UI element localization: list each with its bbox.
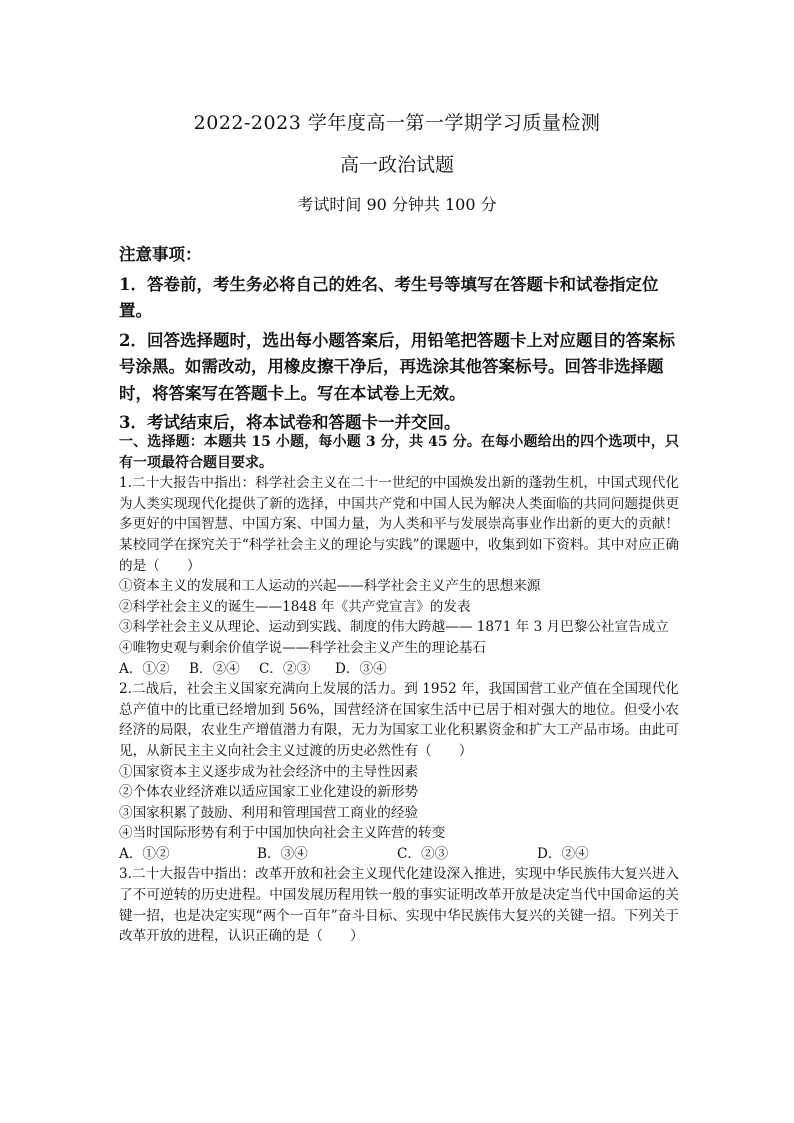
question-item: ③科学社会主义从理论、运动到实践、制度的伟大跨越—— 1871 年 3 月巴黎公社宣告成立 xyxy=(119,619,669,636)
notice-heading: 注意事项： xyxy=(119,245,202,264)
option-c: C．②③ xyxy=(397,845,449,862)
question-stem: 1.二十大报告中指出：科学社会主义在二十一世纪的中国焕发出新的蓬勃生机，中国式现代化为人类实现现代化提供了新的选择，中国共产党和中国人民为解决人类面临的共同问题提供更多更好的中国智慧、中国方案、中国力量，为人类和平与发展崇高事业作出新的更大的贡献！某校同学在探究关于“科学社会主义的理论与实践”的课题中，收集到如下资料。其中对应正确的是（ ） xyxy=(119,475,679,574)
notice-item: 2．回答选择题时，选出每小题答案后，用铅笔把答题卡上对应题目的答案标号涂黑。如需改动，用橡皮擦干净后，再选涂其他答案标号。回答非选择题时，将答案写在答题卡上。写在本试卷上无效。 xyxy=(119,330,675,403)
question-item: ③国家积累了鼓励、利用和管理国营工商业的经验 xyxy=(119,804,419,821)
question-stem: 2.二战后，社会主义国家充满向上发展的活力。到 1952 年，我国国营工业产值在全国现代化总产值中的比重已经增加到 56%，国营经济在国家生活中已居于相对强大的地位。但受小农经济的局限，农业生产增值潜力有限，无力为国家工业化积累资金和扩大工产品市场。由此可见，从新民主主义向社会主义过渡的历史必然性有（ ） xyxy=(119,681,679,759)
notice-item: 1．答卷前，考生务必将自己的姓名、考生号等填写在答题卡和试卷指定位置。 xyxy=(119,274,659,320)
question-stem: 3.二十大报告中指出：改革开放和社会主义现代化建设深入推进，实现中华民族伟大复兴进入了不可逆转的历史进程。中国发展历程用铁一般的事实证明改革开放是决定当代中国命运的关键一招，也是决定实现“两个一百年”奋斗目标、实现中华民族伟大复兴的关键一招。下列关于改革开放的进程，认识正确的是（ ） xyxy=(119,866,679,945)
section-heading: 一、选择题：本题共 15 小题，每小题 3 分，共 45 分。在每小题给出的四个选项中，只有一项最符合题目要求。 xyxy=(119,434,679,471)
question-item: ②个体农业经济难以适应国家工业化建设的新形势 xyxy=(119,784,419,801)
question-item: ④当时国际形势有利于中国加快向社会主义阵营的转变 xyxy=(119,825,446,842)
notice-item: 3．考试结束后，将本试卷和答题卡一并交回。 xyxy=(119,413,461,432)
question-item: ①资本主义的发展和工人运动的兴起——科学社会主义产生的思想来源 xyxy=(119,578,541,595)
option-c: C．②③ xyxy=(259,660,311,677)
option-b: B．③④ xyxy=(257,845,308,862)
question-item: ④唯物史观与剩余价值学说——科学社会主义产生的理论基石 xyxy=(119,639,487,656)
option-b: B．②④ xyxy=(189,660,240,677)
exam-subtitle: 高一政治试题 xyxy=(339,154,454,176)
question-options xyxy=(119,844,679,865)
question-item: ①国家资本主义逐步成为社会经济中的主导性因素 xyxy=(119,763,419,780)
option-d: D．③④ xyxy=(335,660,387,677)
exam-title: 2022-2023 学年度高一第一学期学习质量检测 xyxy=(193,112,601,134)
question-item: ②科学社会主义的诞生——1848 年《共产党宣言》的发表 xyxy=(119,598,471,615)
exam-info: 考试时间 90 分钟共 100 分 xyxy=(297,195,497,214)
option-a: A．①② xyxy=(119,660,170,677)
questions-block xyxy=(119,432,679,947)
notice-block xyxy=(119,242,679,437)
option-a: A．①② xyxy=(119,845,170,862)
question-options xyxy=(119,659,679,680)
option-d: D．②④ xyxy=(537,845,589,862)
